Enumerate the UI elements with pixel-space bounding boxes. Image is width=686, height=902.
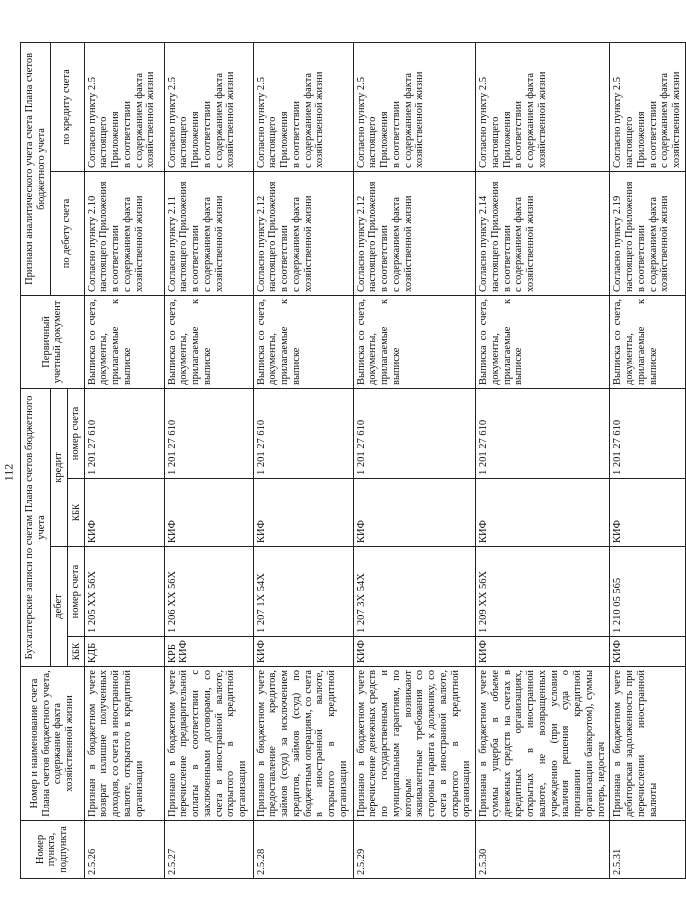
analytics-line: Согласно пункту 2.14 — [478, 195, 489, 292]
analytics-line: хозяйственной жизни — [225, 71, 237, 168]
analytics-line: Приложения — [379, 111, 390, 168]
header-name: Номер и наименование счета Плана счетов бюджетного учета, содержание факта хозяйственной жизни — [21, 667, 85, 821]
table-row — [84, 42, 164, 878]
analytics-line: хозяйственной жизни — [414, 71, 426, 168]
analytics-line: хозяйственной жизни — [314, 71, 326, 168]
analytics-line: Приложения — [190, 111, 201, 168]
analytics-debit — [253, 171, 353, 295]
analytics-line: с содержанием факта — [290, 196, 302, 292]
credit-account: 1 201 27 610 — [84, 388, 164, 478]
row-number: 2.5.29 — [353, 821, 476, 879]
document-area — [20, 43, 682, 879]
row-number: 2.5.26 — [84, 821, 164, 879]
debit-kbk: КИФ — [476, 637, 610, 667]
analytics-debit — [610, 171, 686, 295]
analytics-line: Согласно пункту 2.19 — [612, 195, 624, 292]
credit-kbk: КИФ — [353, 479, 476, 547]
analytics-line: настоящего — [367, 116, 379, 168]
analytics-line: Приложения — [279, 111, 290, 168]
credit-kbk: КИФ — [253, 479, 353, 547]
analytics-line: в соответствии — [190, 225, 201, 292]
analytics-line: Приложения — [501, 111, 513, 168]
analytics-line: настоящего Приложения — [267, 181, 279, 292]
analytics-line: хозяйственной жизни — [659, 195, 671, 292]
analytics-line: хозяйственной жизни — [402, 195, 414, 292]
debit-kbk: КДБ — [84, 637, 164, 667]
analytics-line: Согласно пункту 2.5 — [86, 76, 98, 168]
header-debit-acc: номер счета — [67, 547, 84, 637]
analytics-line: с содержанием факта — [525, 72, 536, 168]
accounting-table — [20, 42, 686, 879]
analytics-line: с содержанием факта — [133, 72, 145, 168]
credit-account: 1 201 27 610 — [253, 388, 353, 478]
row-number: 2.5.27 — [164, 821, 253, 879]
analytics-line: настоящего — [489, 116, 501, 168]
analytics-line: Приложения — [110, 111, 121, 168]
analytics-line: Согласно пункту 2.5 — [355, 76, 367, 168]
analytics-line: хозяйственной жизни — [145, 71, 157, 168]
primary-document: Выписка со счета, документы, прилагаемые к выписке — [164, 295, 253, 388]
analytics-line: с содержанием факта — [390, 196, 402, 292]
row-number: 2.5.31 — [610, 821, 686, 879]
header-debit-kbk: КБК — [67, 637, 84, 667]
analytics-line: настоящего Приложения — [367, 181, 379, 292]
analytics-debit — [84, 171, 164, 295]
row-number: 2.5.30 — [476, 821, 610, 879]
debit-kbk: КРБ КИФ — [164, 637, 253, 667]
header-analytics: Признаки аналитического учета счета Плана счетов бюджетного учета — [21, 42, 51, 295]
table-row — [353, 42, 476, 878]
table-row — [476, 42, 610, 878]
debit-account: 1 207 1Х 54Х — [253, 547, 353, 637]
analytics-line: настоящего Приложения — [178, 181, 190, 292]
analytics-line: в соответствии — [647, 101, 659, 168]
debit-account: 1 210 05 565 — [610, 547, 686, 637]
analytics-line: Согласно пункту 2.5 — [255, 76, 267, 168]
analytics-line: в соответствии — [279, 225, 290, 292]
analytics-debit — [353, 171, 476, 295]
analytics-line: хозяйственной жизни — [213, 195, 225, 292]
analytics-line: настоящего — [178, 116, 190, 168]
analytics-line: хозяйственной жизни — [671, 71, 682, 168]
analytics-debit — [476, 171, 610, 295]
table-header — [21, 42, 85, 878]
analytics-line: в соответствии — [635, 225, 647, 292]
analytics-line: хозяйственной жизни — [525, 195, 536, 292]
credit-kbk: КИФ — [610, 479, 686, 547]
analytics-line: Согласно пункту 2.5 — [166, 76, 178, 168]
fact-description: Признано в бюджетном учете перечисление предварительной оплаты в соответствии с заключенными договорами, со счета в иностранной валюте, открытого в кредитной организации — [164, 667, 253, 821]
row-number: 2.5.28 — [253, 821, 353, 879]
analytics-credit — [476, 42, 610, 171]
fact-description: Признана в бюджетном учете дебиторская задолженность при перечислении иностранной валюты — [610, 667, 686, 821]
analytics-line: с содержанием факта — [513, 196, 525, 292]
analytics-line: хозяйственной жизни — [536, 71, 548, 168]
analytics-credit — [84, 42, 164, 171]
analytics-credit — [253, 42, 353, 171]
analytics-line: настоящего Приложения — [624, 181, 635, 292]
analytics-credit — [353, 42, 476, 171]
header-by-debit: по дебету счета — [51, 171, 85, 295]
fact-description: Признано в бюджетном учете перечисление денежных средств по государственным и муниципальным гарантиям, по которым возникают эквивалентные требования со стороны гаранта к должнику, со счета в иностранной валюте, открытого в кредитной организации — [353, 667, 476, 821]
header-by-credit: по кредиту счета — [51, 42, 85, 171]
analytics-line: с содержанием факта — [402, 72, 414, 168]
credit-account: 1 201 27 610 — [164, 388, 253, 478]
primary-document: Выписка со счета, документы, прилагаемые к выписке — [353, 295, 476, 388]
header-entries: Бухгалтерские записи по счетам Плана счетов бюджетного учета — [21, 388, 51, 666]
analytics-line: хозяйственной жизни — [133, 195, 145, 292]
header-credit-kbk: КБК — [67, 479, 84, 547]
credit-account: 1 201 27 610 — [353, 388, 476, 478]
analytics-line: в соответствии — [390, 101, 402, 168]
debit-kbk: КИФ — [610, 637, 686, 667]
table-row — [253, 42, 353, 878]
analytics-line: Согласно пункту 2.12 — [355, 195, 367, 292]
analytics-line: хозяйственной жизни — [302, 195, 314, 292]
header-num: Номер пункта, подпункта — [21, 821, 85, 879]
analytics-line: настоящего — [98, 116, 110, 168]
credit-kbk: КИФ — [84, 479, 164, 547]
primary-document: Выписка со счета, документы, прилагаемые к выписке — [476, 295, 610, 388]
debit-kbk: КИФ — [353, 637, 476, 667]
analytics-line: с содержанием факта — [647, 196, 659, 292]
analytics-line: в соответствии — [513, 101, 525, 168]
analytics-line: в соответствии — [201, 101, 213, 168]
analytics-line: Согласно пункту 2.12 — [255, 195, 267, 292]
analytics-credit — [610, 42, 686, 171]
analytics-line: в соответствии — [290, 101, 302, 168]
fact-description: Признано в бюджетном учете предоставление кредитов, займов (ссуд) за исключением кредитов, займов (ссуд) по бюджетным операциям, со счета в иностранной валюте, открытого в кредитной организации — [253, 667, 353, 821]
fact-description: Признан в бюджетном учете возврат излишне полученных доходов, со счета в иностранной валюте, открытого в кредитной организации — [84, 667, 164, 821]
analytics-line: Согласно пункту 2.10 — [86, 195, 98, 292]
analytics-line: в соответствии — [501, 225, 513, 292]
analytics-line: в соответствии — [379, 225, 390, 292]
analytics-line: с содержанием факта — [302, 72, 314, 168]
analytics-line: Согласно пункту 2.5 — [612, 76, 624, 168]
credit-kbk: КИФ — [164, 479, 253, 547]
header-doc: Первичный учетный документ — [21, 295, 85, 388]
fact-description: Признана в бюджетном учете суммы ущерба в объеме денежных средств на счетах в кредитных организациях, открытых в иностранной валюте, не возвращенных учреждению (при условии наличия решения суда о признании кредитной организации банкротом), суммы потерь, недостач — [476, 667, 610, 821]
analytics-line: с содержанием факта — [659, 72, 671, 168]
credit-kbk: КИФ — [476, 479, 610, 547]
primary-document: Выписка со счета, документы, прилагаемые к выписке — [610, 295, 686, 388]
analytics-line: настоящего Приложения — [489, 181, 501, 292]
analytics-line: настоящего — [267, 116, 279, 168]
analytics-debit — [164, 171, 253, 295]
credit-account: 1 201 27 610 — [476, 388, 610, 478]
analytics-line: в соответствии — [110, 225, 121, 292]
table-body — [84, 42, 685, 878]
analytics-credit — [164, 42, 253, 171]
debit-account: 1 206 ХХ 56Х — [164, 547, 253, 637]
page-number — [0, 463, 16, 482]
header-credit: кредит — [51, 388, 68, 546]
page-number-text: 112 — [1, 463, 16, 482]
header-credit-acc: номер счета — [67, 388, 84, 478]
table-row — [164, 42, 253, 878]
primary-document: Выписка со счета, документы, прилагаемые к выписке — [84, 295, 164, 388]
analytics-line: с содержанием факта — [121, 196, 133, 292]
analytics-line: в соответствии — [121, 101, 133, 168]
credit-account: 1 201 27 610 — [610, 388, 686, 478]
analytics-line: Согласно пункту 2.11 — [166, 196, 178, 292]
debit-account: 1 205 ХХ 56Х — [84, 547, 164, 637]
analytics-line: Приложения — [635, 111, 647, 168]
table-row — [610, 42, 686, 878]
analytics-line: настоящего Приложения — [98, 181, 110, 292]
debit-kbk: КИФ — [253, 637, 353, 667]
primary-document: Выписка со счета, документы, прилагаемые к выписке — [253, 295, 353, 388]
debit-account: 1 209 ХХ 56Х — [476, 547, 610, 637]
analytics-line: настоящего — [624, 116, 635, 168]
analytics-line: с содержанием факта — [213, 72, 225, 168]
debit-account: 1 207 3Х 54Х — [353, 547, 476, 637]
analytics-line: Согласно пункту 2.5 — [478, 76, 489, 168]
analytics-line: с содержанием факта — [201, 196, 213, 292]
header-debit: дебет — [51, 547, 68, 667]
rotated-table-container — [20, 43, 682, 879]
